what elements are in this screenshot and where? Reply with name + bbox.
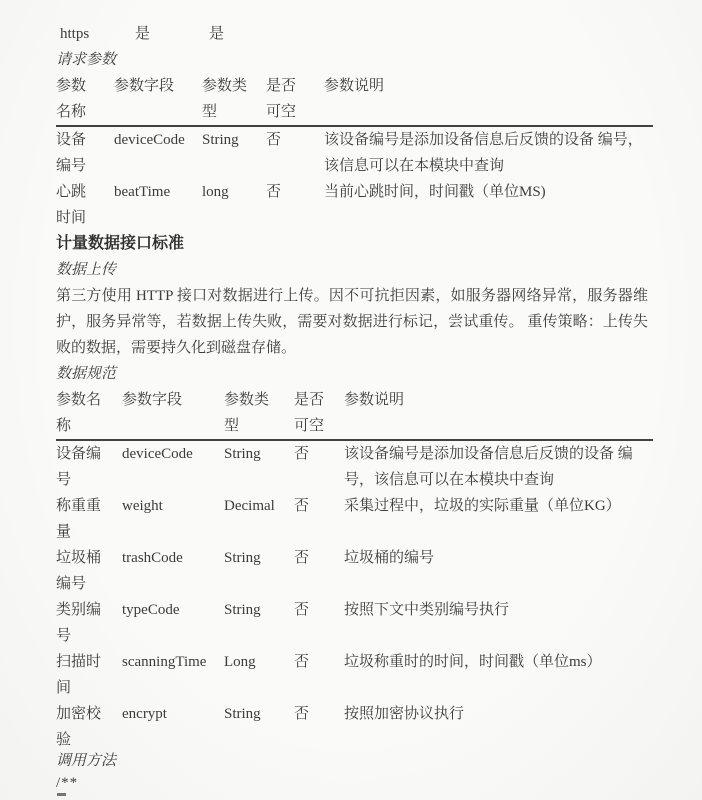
param-type: Long (224, 654, 256, 670)
param-type: Decimal (224, 498, 275, 514)
param-field: encrypt (122, 706, 167, 722)
param-desc: 按照下文中类别编号执行 (344, 602, 510, 618)
param-field: deviceCode (122, 446, 193, 462)
param-field: beatTime (114, 184, 171, 200)
table-row (56, 493, 653, 545)
param-nullable: 否 (294, 706, 310, 722)
param-desc: 垃圾桶的编号 (344, 550, 435, 566)
param-nullable: 否 (294, 654, 310, 670)
param-desc: 采集过程中，垃圾的实际重量（单位KG） (344, 498, 621, 514)
protocol-flag-1: 是 (135, 26, 151, 42)
table-row (56, 440, 653, 493)
param-desc: 当前心跳时间，时间戳（单位MS) (324, 184, 546, 200)
param-name: 类别编号 (56, 602, 102, 644)
param-desc: 按照加密协议执行 (344, 706, 465, 722)
heading-invoke-method: 调用方法 (56, 753, 117, 769)
col-header-type: 参数类型 (224, 387, 294, 440)
col-header-nullable: 是否可空 (294, 387, 344, 440)
param-nullable: 否 (266, 132, 282, 148)
param-desc: 该设备编号是添加设备信息后反馈的设备 编号，该信息可以在本模块中查询 (344, 446, 633, 488)
param-type: String (224, 602, 261, 618)
param-desc: 垃圾称重时的时间，时间戳（单位ms） (344, 654, 602, 670)
param-field: scanningTime (122, 654, 207, 670)
param-type: long (202, 184, 229, 200)
heading-metering-standard: 计量数据接口标准 (56, 235, 185, 252)
param-nullable: 否 (294, 498, 310, 514)
param-type: String (224, 550, 261, 566)
col-header-desc: 参数说明 (344, 387, 653, 440)
table-row (56, 126, 653, 179)
col-header-nullable: 是否可空 (266, 73, 324, 126)
param-nullable: 否 (294, 602, 310, 618)
param-name: 垃圾桶编号 (56, 550, 102, 592)
page-bottom-cut-mark (57, 793, 66, 796)
heading-data-spec: 数据规范 (56, 366, 117, 382)
col-header-name: 参数名称 (56, 73, 114, 126)
table-row (56, 649, 653, 701)
param-nullable: 否 (294, 446, 310, 462)
request-params-table (56, 73, 653, 231)
param-name: 加密校验 (56, 706, 102, 748)
col-header-desc: 参数说明 (324, 73, 653, 126)
table-row (56, 179, 653, 231)
upload-paragraph: 第三方使用 HTTP 接口对数据进行上传。因不可抗拒因素，如服务器网络异常，服务器维护，服务异常等，若数据上传失败，需要对数据进行标记，尝试重传。 重传策略：上传失败的数据，需要持久化到磁盘存储。 (56, 288, 648, 356)
table-header-row (56, 387, 653, 440)
code-comment-line: /** (56, 775, 79, 791)
table-row (56, 545, 653, 597)
param-field: trashCode (122, 550, 183, 566)
heading-data-upload: 数据上传 (56, 262, 117, 278)
table-row (56, 597, 653, 649)
param-nullable: 否 (266, 184, 282, 200)
col-header-field: 参数字段 (122, 387, 224, 440)
param-name: 设备编号 (56, 446, 102, 488)
col-header-field: 参数字段 (114, 73, 202, 126)
param-type: String (224, 706, 261, 722)
param-type: String (202, 132, 239, 148)
param-field: typeCode (122, 602, 180, 618)
param-desc: 该设备编号是添加设备信息后反馈的设备 编号，该信息可以在本模块中查询 (324, 132, 643, 174)
table-row (56, 701, 653, 753)
heading-request-params: 请求参数 (56, 52, 117, 68)
param-name: 扫描时间 (56, 654, 102, 696)
protocol-name: https (60, 26, 90, 42)
param-field: weight (122, 498, 163, 514)
table-header-row (56, 73, 653, 126)
param-type: String (224, 446, 261, 462)
col-header-type: 参数类型 (202, 73, 266, 126)
param-name: 称重重量 (56, 498, 102, 540)
param-name: 设备编号 (56, 132, 87, 174)
protocol-flag-2: 是 (209, 26, 225, 42)
protocol-row (56, 21, 657, 47)
param-name: 心跳时间 (56, 184, 87, 226)
data-spec-table (56, 387, 653, 753)
col-header-name: 参数名称 (56, 387, 122, 440)
param-nullable: 否 (294, 550, 310, 566)
param-field: deviceCode (114, 132, 185, 148)
